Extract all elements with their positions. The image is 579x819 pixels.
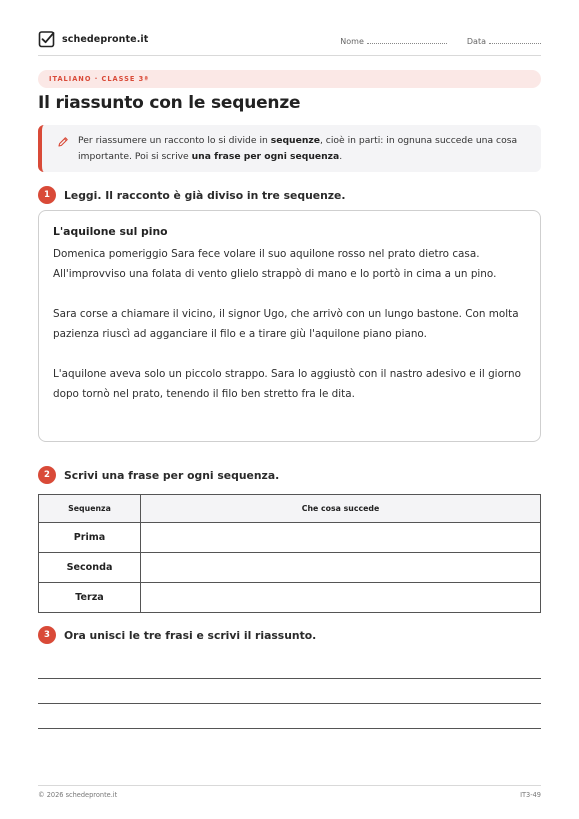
- step-number: 1: [38, 186, 56, 204]
- column-header-what-happens: Che cosa succede: [141, 495, 541, 523]
- info-text-part: Per riassumere un racconto lo si divide in: [78, 135, 271, 146]
- row-label: Prima: [39, 523, 141, 553]
- checkbox-doc-icon: [38, 30, 56, 48]
- info-text-part: , cioè in parti: in ognuna succede una cosa importante. Poi si scrive: [78, 135, 518, 162]
- footer-copyright: © 2026 schedepronte.it: [38, 791, 118, 799]
- answer-cell[interactable]: [141, 523, 541, 553]
- sequence-table: [38, 494, 541, 613]
- name-field[interactable]: [340, 36, 447, 46]
- brand-name: schedepronte.it: [62, 33, 149, 45]
- table-header-row: [39, 495, 541, 523]
- name-blank[interactable]: [367, 36, 447, 44]
- page-title: Il riassunto con le sequenze: [38, 93, 301, 113]
- step-number: 3: [38, 626, 56, 644]
- table-row: [39, 553, 541, 583]
- date-blank[interactable]: [489, 36, 541, 44]
- date-label: Data: [466, 37, 486, 46]
- info-keyword: sequenze: [270, 135, 320, 146]
- story-sequence-2: Sara corse a chiamare il vicino, il signor Ugo, che arrivò con un lungo bastone. Con molta pazienza riuscì ad agganciare il filo e a tirare giù l'aquilone piano piano.: [53, 308, 519, 340]
- date-field[interactable]: [467, 36, 541, 46]
- story-sequence-3: L'aquilone aveva solo un piccolo strappo. Sara lo aggiustò con il nastro adesivo e il giorno dopo tornò nel prato, tenendo il filo ben stretto fra le dita.: [53, 368, 521, 400]
- answer-cell[interactable]: [141, 583, 541, 613]
- info-box: [38, 125, 541, 172]
- student-fields: [340, 36, 541, 46]
- step-instruction: Ora unisci le tre frasi e scrivi il riassunto.: [64, 628, 317, 642]
- story-sequence-1: Domenica pomeriggio Sara fece volare il suo aquilone rosso nel prato dietro casa. All'improvviso una folata di vento glielo strappò di mano e lo portò in cima a un pino.: [53, 248, 497, 280]
- name-label: Nome: [340, 37, 364, 46]
- answer-cell[interactable]: [141, 553, 541, 583]
- column-header-sequence: Sequenza: [39, 495, 141, 523]
- brand-logo: [38, 30, 148, 48]
- info-keyword: una frase per ogni sequenza: [191, 151, 340, 162]
- writing-line[interactable]: [38, 728, 541, 729]
- step-instruction: Scrivi una frase per ogni sequenza.: [64, 468, 280, 482]
- pencil-icon: [57, 136, 69, 148]
- row-label: Terza: [39, 583, 141, 613]
- writing-line[interactable]: [38, 678, 541, 679]
- info-text-part: .: [339, 151, 343, 162]
- writing-line[interactable]: [38, 703, 541, 704]
- story-box: [38, 210, 541, 442]
- table-row: [39, 523, 541, 553]
- step-3: [38, 626, 316, 644]
- step-2: [38, 466, 279, 484]
- table-row: [39, 583, 541, 613]
- step-instruction: Leggi. Il racconto è già diviso in tre sequenze.: [64, 188, 346, 202]
- page-footer: [38, 785, 541, 799]
- step-1: [38, 186, 345, 204]
- row-label: Seconda: [39, 553, 141, 583]
- footer-code: IT3-49: [520, 791, 541, 799]
- story-title: L'aquilone sul pino: [53, 225, 168, 238]
- step-number: 2: [38, 466, 56, 484]
- subject-tag: ITALIANO · CLASSE 3ª: [38, 70, 541, 88]
- info-text: [78, 133, 529, 165]
- page-header: [38, 28, 541, 56]
